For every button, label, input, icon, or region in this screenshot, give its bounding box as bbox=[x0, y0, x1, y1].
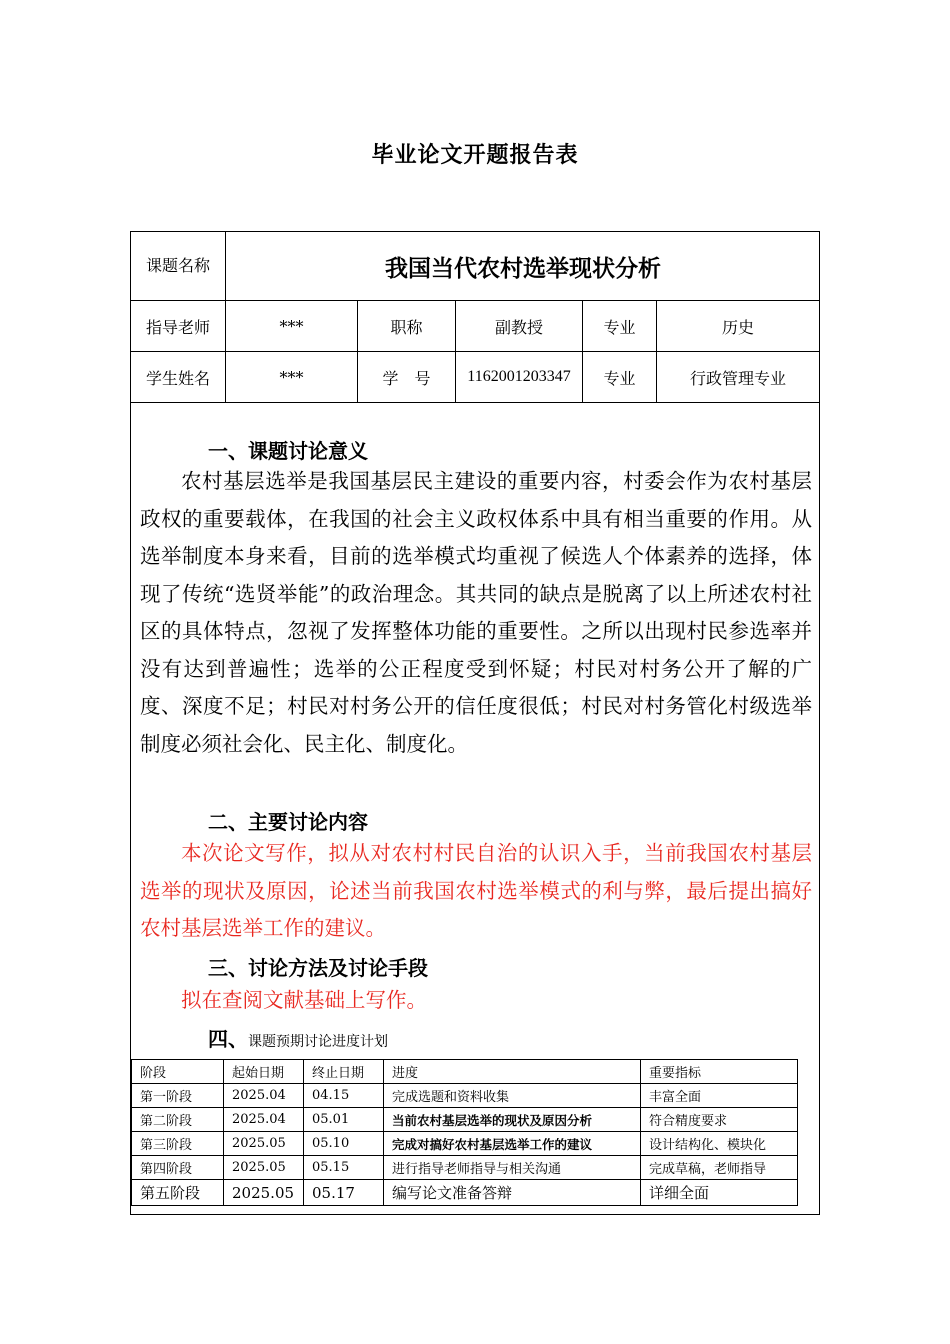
table-row bbox=[132, 1132, 798, 1156]
major-value: 历史 bbox=[721, 317, 754, 337]
section-1-body: 农村基层选举是我国基层民主建设的重要内容，村委会作为农村基层政权的重要载体，在我国的社会主义政权体系中具有相当重要的作用。从选举制度本身来看，目前的选举模式均重视了候选人个体素养的选择，体现了传统“选贤举能”的政治理念。其共同的缺点是脱离了以上所述农村社区的具体特点，忽视了发挥整体功能的重要性。之所以出现村民参选率并没有达到普遍性；选举的公正程度受到怀疑；村民对村务公开了解的广度、深度不足；村民对村务公开的信任度很低；村民对村务管化村级选举制度必须社会化、民主化、制度化。 bbox=[140, 469, 812, 756]
table-cell: 丰富全面 bbox=[641, 1084, 798, 1108]
table-cell: 05.15 bbox=[304, 1156, 384, 1180]
column-header: 进度 bbox=[384, 1060, 641, 1084]
table-cell: 第一阶段 bbox=[132, 1084, 224, 1108]
table-row bbox=[132, 1108, 798, 1132]
column-header: 起始日期 bbox=[224, 1060, 304, 1084]
table-cell: 05.10 bbox=[304, 1132, 384, 1156]
table-cell: 第三阶段 bbox=[132, 1132, 224, 1156]
table-cell: 进行指导老师指导与相关沟通 bbox=[384, 1156, 641, 1180]
student-id-label: 学 号 bbox=[382, 368, 431, 388]
table-cell: 符合精度要求 bbox=[641, 1108, 798, 1132]
table-cell: 2025.04 bbox=[224, 1108, 304, 1132]
table-cell: 05.17 bbox=[304, 1180, 384, 1206]
table-cell: 2025.05 bbox=[224, 1180, 304, 1206]
section-4-title: 课题预期讨论进度计划 bbox=[248, 1034, 388, 1050]
table-cell: 2025.04 bbox=[224, 1084, 304, 1108]
section-1-heading: 一、课题讨论意义 bbox=[208, 439, 368, 463]
table-cell: 编写论文准备答辩 bbox=[384, 1180, 641, 1206]
section-4-number: 四、 bbox=[208, 1027, 248, 1051]
major-label: 专业 bbox=[603, 317, 636, 337]
student-value: *** bbox=[279, 367, 304, 387]
section-3-body: 拟在查阅文献基础上写作。 bbox=[181, 988, 427, 1012]
topic-value: 我国当代农村选举现状分析 bbox=[385, 255, 661, 282]
table-cell: 当前农村基层选举的现状及原因分析 bbox=[384, 1108, 641, 1132]
table-cell: 第四阶段 bbox=[132, 1156, 224, 1180]
schedule-table bbox=[131, 1059, 798, 1206]
table-cell: 详细全面 bbox=[641, 1180, 798, 1206]
column-header: 终止日期 bbox=[304, 1060, 384, 1084]
table-cell: 完成对搞好农村基层选举工作的建议 bbox=[384, 1132, 641, 1156]
column-header: 阶段 bbox=[132, 1060, 224, 1084]
student-label: 学生姓名 bbox=[145, 368, 210, 388]
table-cell: 完成选题和资料收集 bbox=[384, 1084, 641, 1108]
table-cell: 2025.05 bbox=[224, 1156, 304, 1180]
major-label: 专业 bbox=[603, 368, 636, 388]
student-id-value: 1162001203347 bbox=[467, 368, 571, 385]
table-cell: 完成草稿，老师指导 bbox=[641, 1156, 798, 1180]
section-2-body: 本次论文写作，拟从对农村村民自治的认识入手，当前我国农村基层选举的现状及原因，论述当前我国农村选举模式的利与弊，最后提出搞好农村基层选举工作的建议。 bbox=[140, 841, 812, 940]
section-3-heading: 三、讨论方法及讨论手段 bbox=[208, 956, 428, 980]
table-header-row bbox=[132, 1060, 798, 1084]
column-header: 重要指标 bbox=[641, 1060, 798, 1084]
table-row bbox=[132, 1180, 798, 1206]
table-row bbox=[132, 1156, 798, 1180]
table-cell: 05.01 bbox=[304, 1108, 384, 1132]
major-value: 行政管理专业 bbox=[689, 368, 786, 388]
table-cell: 04.15 bbox=[304, 1084, 384, 1108]
report-form bbox=[130, 231, 820, 1215]
advisor-label: 指导老师 bbox=[145, 317, 210, 337]
advisor-value: *** bbox=[279, 316, 304, 336]
table-cell: 第二阶段 bbox=[132, 1108, 224, 1132]
table-cell: 第五阶段 bbox=[132, 1180, 224, 1206]
section-2-heading: 二、主要讨论内容 bbox=[208, 810, 368, 834]
rank-value: 副教授 bbox=[494, 317, 543, 337]
topic-label: 课题名称 bbox=[145, 255, 210, 275]
row-divider bbox=[131, 402, 819, 403]
table-cell: 2025.05 bbox=[224, 1132, 304, 1156]
section-4-heading bbox=[208, 1023, 388, 1052]
document-title: 毕业论文开题报告表 bbox=[371, 143, 579, 168]
rank-label: 职称 bbox=[390, 317, 423, 337]
table-row bbox=[132, 1084, 798, 1108]
table-cell: 设计结构化、模块化 bbox=[641, 1132, 798, 1156]
